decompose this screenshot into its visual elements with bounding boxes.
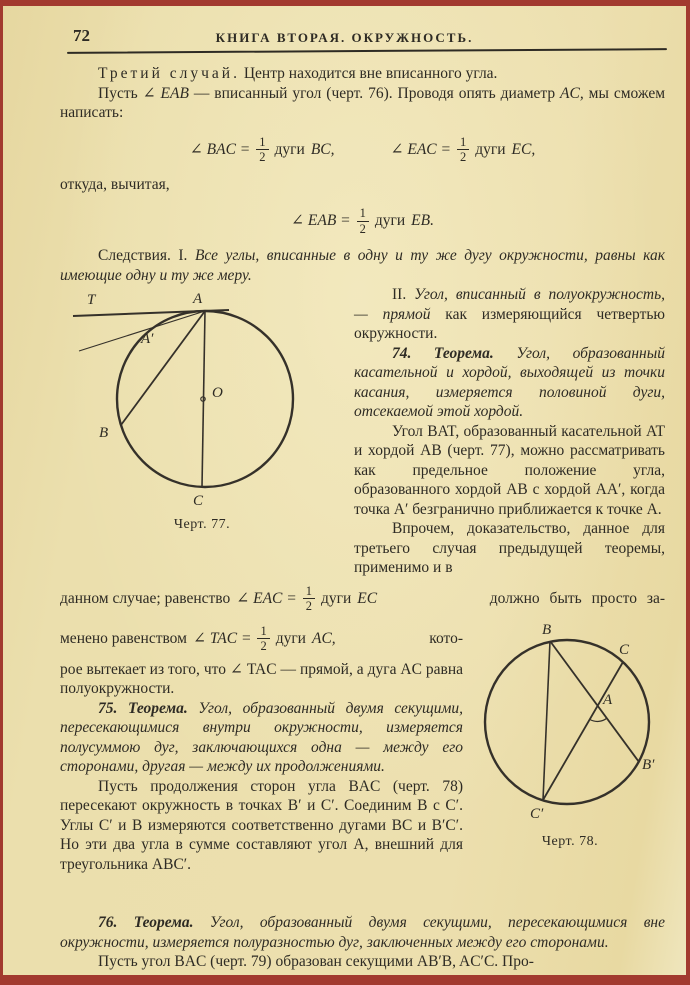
math-run: AC, [560,84,584,102]
paragraph-consequence-1 [60,246,665,285]
numerator: 1 [259,134,266,149]
formula-lhs: ∠ EAC = [236,589,297,607]
case-text: Центр находится вне вписанного угла. [243,65,498,82]
chord-AB [121,311,205,425]
formula-var: EC, [511,140,536,158]
text-run: менено равенством [60,629,187,647]
label-A: A [193,291,203,307]
chord-BC-prime [543,641,550,800]
numerator: 1 [305,583,312,598]
figure-78-caption: Черт. 78. [541,833,599,849]
consequence-text: как измеряющийся четвертью окружности. [354,305,665,342]
label-C: C [619,641,630,658]
formula-lhs: ∠ TAC = [192,629,252,647]
formula-lhs: ∠ BAC = [189,140,251,158]
fraction [257,624,269,654]
equation-line-tac [60,620,463,658]
paragraph-75-1: Пусть продолжения сторон угла BAC (черт. 78) пересекают окружность в точках B′ и C′. Соединим B с C′. Углы C′ и B измеряются соответственно дугами BC и B′C′. Но эти два угла в сумме составляют угол A, внешний для треугольника ABC′. [60,777,463,873]
label-T: T [87,292,96,308]
label-A-prime: A′ [141,331,154,347]
numerator: 1 [359,206,366,221]
consequence-text: Угол, вписанный в полуокружность, — прямой [354,286,666,323]
figure-77 [60,289,344,563]
formula-row-2 [60,202,665,240]
formula-var: AC, [311,629,336,647]
label-A: A [603,691,613,708]
label-B-prime: B′ [642,756,655,773]
theorem-body: Угол, образованный двумя секущими, пересекающимися внутри окружности, измеряется полусуммою дуг, заключающихся одна — между его сторонами, другая — между их продолжениями. [60,699,463,775]
formula-var: EB. [411,212,434,230]
text-run: — вписанный угол (черт. 76). Проводя опять диаметр [193,84,556,102]
formula-row-1 [60,131,665,169]
numerator: 1 [459,134,467,149]
label-C-prime: C′ [530,805,544,822]
figure-77-caption: Черт. 77. [173,517,231,532]
denominator: 2 [457,149,469,164]
formula-word: дуги [374,212,406,230]
paragraph-otkuda: откуда, вычитая, [60,175,170,193]
formula-word: дуги [475,140,506,158]
figure-78 [475,622,665,914]
book-page [3,6,686,975]
text-run: мы сможем написать: [60,84,666,121]
paragraph-74-1: Угол BAT, образованный касательной AT и хордой AB (черт. 77), можно рассматривать как предельное положение угла, образованного хордой AB с хордой AA′, когда точка A′ безгранично приближается к точке A. [354,422,665,518]
case-heading: Третий случай. [98,65,240,82]
header-rule [67,48,667,54]
consequence-text: Все углы, вписанные в одну и ту же дугу окружности, равны как имеющие одну и ту же меру. [60,247,665,284]
paragraph-third-case [60,64,665,84]
denominator: 2 [357,221,369,236]
formula-eac [391,135,536,165]
math-run: ∠ EAB [142,84,189,102]
paragraph-76-1: Пусть угол BAC (черт. 79) образован секущими AB′B, AC′C. Про- [98,953,534,970]
formula-lhs: ∠ EAC = [390,140,451,158]
equation-left [60,624,336,654]
formula-var: EC [357,589,378,607]
text-run: Пусть [98,84,138,102]
fraction [357,206,369,236]
label-C: C [193,493,204,509]
label-B: B [99,425,109,441]
formula-var: BC, [310,140,335,158]
denominator: 2 [303,598,315,613]
denominator: 2 [257,638,269,653]
formula-word: дуги [320,589,352,607]
fraction [457,135,469,165]
theorem-body: Угол, образованный двумя секущими, пересекающимися вне окружности, измеряется полуразностью дуг, заключенных между его сторонами. [60,914,666,951]
page-header: КНИГА ВТОРАЯ. ОКРУЖНОСТЬ. [215,30,474,45]
label-O: O [212,385,223,401]
label-B: B [542,621,552,638]
fraction [303,584,315,614]
fraction [256,135,268,165]
secant-BB-prime [550,641,639,762]
formula-word: дуги [274,140,305,158]
angle-arc-A [590,718,607,721]
figure-78-drawing [480,622,660,822]
consequence-number: II. [392,286,407,303]
page-number: 72 [73,26,90,45]
text-run: данном случае; равенство [60,589,231,607]
theorem-head: 74. Теорема. [392,344,494,362]
numerator: 1 [260,623,267,638]
paragraph-setup [60,84,665,123]
secant-CC-prime [543,662,623,800]
theorem-76 [60,913,665,952]
text-run: кото- [429,629,463,647]
theorem-head: 75. Теорема. [98,699,188,717]
theorem-head: 76. Теорема. [98,914,194,931]
theorem-body: Угол, образованный касательной и хордой, выходящей из точки касания, измеряется половиной дуги, отсекаемой этой хордой. [354,344,665,420]
formula-word: дуги [275,629,306,647]
diameter-AC [202,311,205,487]
denominator: 2 [256,149,268,164]
paragraph-75-follow: рое вытекает из того, что ∠ TAC — прямой, а дуга AC равна полуокружности. [60,660,463,697]
page-body [60,64,665,972]
formula-lhs: ∠ EAB = [291,212,351,230]
equation-left [60,584,377,614]
paragraph-74-2: Впрочем, доказательство, данное для третьего случая предыдущей теоремы, применимо и в [354,520,665,576]
consequence-number: Следствия. I. [98,247,188,264]
formula-bac [190,135,335,165]
text-run: должно быть просто за- [489,589,665,607]
figure-77-drawing [64,289,340,511]
formula-eab [291,206,434,236]
equation-line-eac [60,580,665,618]
